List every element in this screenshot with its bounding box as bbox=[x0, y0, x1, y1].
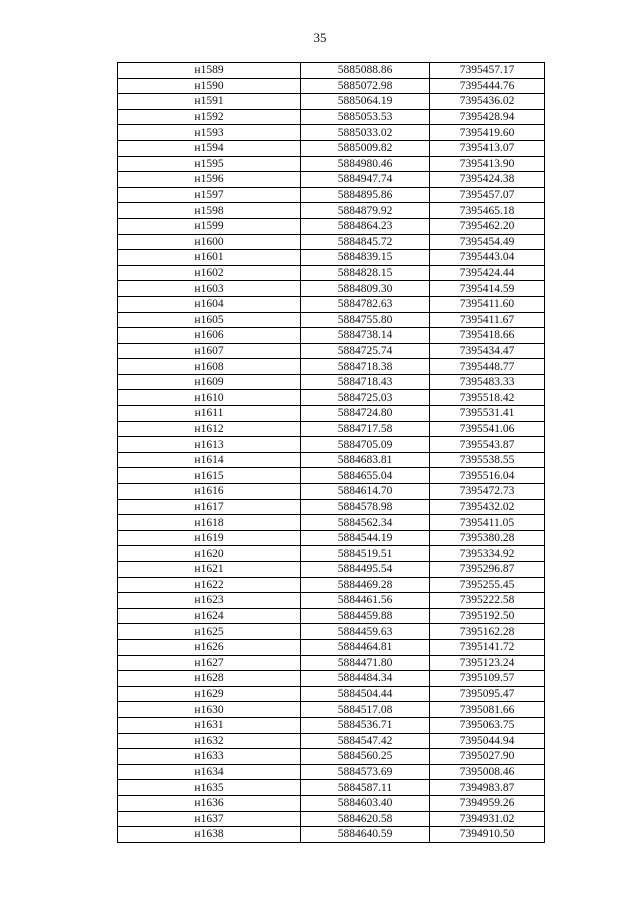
y-coordinate-cell: 7395414.59 bbox=[430, 281, 545, 297]
x-coordinate-cell: 5884879.92 bbox=[301, 203, 430, 219]
y-coordinate-cell: 7395432.02 bbox=[430, 499, 545, 515]
y-coordinate-cell: 7395123.24 bbox=[430, 655, 545, 671]
y-coordinate-cell: 7395457.17 bbox=[430, 63, 545, 79]
y-coordinate-cell: 7395424.38 bbox=[430, 172, 545, 188]
y-coordinate-cell: 7395454.49 bbox=[430, 234, 545, 250]
table-row bbox=[118, 515, 545, 531]
y-coordinate-cell: 7395141.72 bbox=[430, 639, 545, 655]
table-row bbox=[118, 187, 545, 203]
table-row bbox=[118, 608, 545, 624]
y-coordinate-cell: 7395081.66 bbox=[430, 702, 545, 718]
x-coordinate-cell: 5884809.30 bbox=[301, 281, 430, 297]
point-id-cell: н1619 bbox=[118, 530, 301, 546]
y-coordinate-cell: 7395538.55 bbox=[430, 452, 545, 468]
x-coordinate-cell: 5884461.56 bbox=[301, 593, 430, 609]
point-id-cell: н1599 bbox=[118, 218, 301, 234]
y-coordinate-cell: 7395411.60 bbox=[430, 296, 545, 312]
x-coordinate-cell: 5884459.63 bbox=[301, 624, 430, 640]
table-row bbox=[118, 296, 545, 312]
x-coordinate-cell: 5884845.72 bbox=[301, 234, 430, 250]
y-coordinate-cell: 7394983.87 bbox=[430, 780, 545, 796]
point-id-cell: н1618 bbox=[118, 515, 301, 531]
x-coordinate-cell: 5884640.59 bbox=[301, 827, 430, 843]
y-coordinate-cell: 7395465.18 bbox=[430, 203, 545, 219]
table-row bbox=[118, 156, 545, 172]
x-coordinate-cell: 5884495.54 bbox=[301, 562, 430, 578]
table-row bbox=[118, 530, 545, 546]
point-id-cell: н1631 bbox=[118, 717, 301, 733]
x-coordinate-cell: 5885064.19 bbox=[301, 94, 430, 110]
table-row bbox=[118, 94, 545, 110]
x-coordinate-cell: 5885053.53 bbox=[301, 109, 430, 125]
point-id-cell: н1615 bbox=[118, 468, 301, 484]
point-id-cell: н1623 bbox=[118, 593, 301, 609]
table-row bbox=[118, 686, 545, 702]
x-coordinate-cell: 5884980.46 bbox=[301, 156, 430, 172]
point-id-cell: н1593 bbox=[118, 125, 301, 141]
table-row bbox=[118, 795, 545, 811]
point-id-cell: н1610 bbox=[118, 390, 301, 406]
x-coordinate-cell: 5884464.81 bbox=[301, 639, 430, 655]
x-coordinate-cell: 5884471.80 bbox=[301, 655, 430, 671]
x-coordinate-cell: 5884782.63 bbox=[301, 296, 430, 312]
y-coordinate-cell: 7395483.33 bbox=[430, 374, 545, 390]
x-coordinate-cell: 5884469.28 bbox=[301, 577, 430, 593]
table-row bbox=[118, 749, 545, 765]
y-coordinate-cell: 7395457.07 bbox=[430, 187, 545, 203]
y-coordinate-cell: 7395419.60 bbox=[430, 125, 545, 141]
x-coordinate-cell: 5885033.02 bbox=[301, 125, 430, 141]
table-row bbox=[118, 702, 545, 718]
y-coordinate-cell: 7394910.50 bbox=[430, 827, 545, 843]
point-id-cell: н1635 bbox=[118, 780, 301, 796]
x-coordinate-cell: 5884459.88 bbox=[301, 608, 430, 624]
table-row bbox=[118, 593, 545, 609]
table-row bbox=[118, 359, 545, 375]
x-coordinate-cell: 5884655.04 bbox=[301, 468, 430, 484]
x-coordinate-cell: 5885072.98 bbox=[301, 78, 430, 94]
point-id-cell: н1633 bbox=[118, 749, 301, 765]
y-coordinate-cell: 7395436.02 bbox=[430, 94, 545, 110]
x-coordinate-cell: 5884718.43 bbox=[301, 374, 430, 390]
point-id-cell: н1597 bbox=[118, 187, 301, 203]
x-coordinate-cell: 5884536.71 bbox=[301, 717, 430, 733]
table-row bbox=[118, 780, 545, 796]
y-coordinate-cell: 7395424.44 bbox=[430, 265, 545, 281]
point-id-cell: н1608 bbox=[118, 359, 301, 375]
point-id-cell: н1616 bbox=[118, 484, 301, 500]
point-id-cell: н1611 bbox=[118, 406, 301, 422]
x-coordinate-cell: 5884484.34 bbox=[301, 671, 430, 687]
table-row bbox=[118, 671, 545, 687]
y-coordinate-cell: 7395255.45 bbox=[430, 577, 545, 593]
table-row bbox=[118, 827, 545, 843]
table-row bbox=[118, 265, 545, 281]
x-coordinate-cell: 5885088.86 bbox=[301, 63, 430, 79]
table-row bbox=[118, 63, 545, 79]
table-row bbox=[118, 234, 545, 250]
point-id-cell: н1600 bbox=[118, 234, 301, 250]
point-id-cell: н1627 bbox=[118, 655, 301, 671]
point-id-cell: н1614 bbox=[118, 452, 301, 468]
y-coordinate-cell: 7395162.28 bbox=[430, 624, 545, 640]
table-row bbox=[118, 499, 545, 515]
y-coordinate-cell: 7395222.58 bbox=[430, 593, 545, 609]
coordinates-table bbox=[117, 62, 545, 843]
x-coordinate-cell: 5884620.58 bbox=[301, 811, 430, 827]
point-id-cell: н1589 bbox=[118, 63, 301, 79]
table-row bbox=[118, 811, 545, 827]
x-coordinate-cell: 5884947.74 bbox=[301, 172, 430, 188]
point-id-cell: н1636 bbox=[118, 795, 301, 811]
x-coordinate-cell: 5884547.42 bbox=[301, 733, 430, 749]
y-coordinate-cell: 7394931.02 bbox=[430, 811, 545, 827]
point-id-cell: н1605 bbox=[118, 312, 301, 328]
x-coordinate-cell: 5884562.34 bbox=[301, 515, 430, 531]
point-id-cell: н1630 bbox=[118, 702, 301, 718]
table-row bbox=[118, 406, 545, 422]
x-coordinate-cell: 5884864.23 bbox=[301, 218, 430, 234]
point-id-cell: н1603 bbox=[118, 281, 301, 297]
y-coordinate-cell: 7395541.06 bbox=[430, 421, 545, 437]
point-id-cell: н1590 bbox=[118, 78, 301, 94]
x-coordinate-cell: 5884828.15 bbox=[301, 265, 430, 281]
y-coordinate-cell: 7395095.47 bbox=[430, 686, 545, 702]
table-row bbox=[118, 484, 545, 500]
table-row bbox=[118, 733, 545, 749]
x-coordinate-cell: 5885009.82 bbox=[301, 140, 430, 156]
point-id-cell: н1612 bbox=[118, 421, 301, 437]
x-coordinate-cell: 5884839.15 bbox=[301, 250, 430, 266]
point-id-cell: н1638 bbox=[118, 827, 301, 843]
table-row bbox=[118, 639, 545, 655]
point-id-cell: н1598 bbox=[118, 203, 301, 219]
y-coordinate-cell: 7395063.75 bbox=[430, 717, 545, 733]
x-coordinate-cell: 5884614.70 bbox=[301, 484, 430, 500]
x-coordinate-cell: 5884683.81 bbox=[301, 452, 430, 468]
point-id-cell: н1621 bbox=[118, 562, 301, 578]
coordinates-table-body bbox=[118, 63, 545, 843]
point-id-cell: н1594 bbox=[118, 140, 301, 156]
y-coordinate-cell: 7395380.28 bbox=[430, 530, 545, 546]
y-coordinate-cell: 7395411.67 bbox=[430, 312, 545, 328]
table-row bbox=[118, 624, 545, 640]
point-id-cell: н1596 bbox=[118, 172, 301, 188]
x-coordinate-cell: 5884578.98 bbox=[301, 499, 430, 515]
table-row bbox=[118, 421, 545, 437]
x-coordinate-cell: 5884705.09 bbox=[301, 437, 430, 453]
table-row bbox=[118, 577, 545, 593]
y-coordinate-cell: 7395008.46 bbox=[430, 764, 545, 780]
y-coordinate-cell: 7395443.04 bbox=[430, 250, 545, 266]
x-coordinate-cell: 5884587.11 bbox=[301, 780, 430, 796]
point-id-cell: н1609 bbox=[118, 374, 301, 390]
table-row bbox=[118, 343, 545, 359]
y-coordinate-cell: 7394959.26 bbox=[430, 795, 545, 811]
point-id-cell: н1592 bbox=[118, 109, 301, 125]
table-row bbox=[118, 125, 545, 141]
point-id-cell: н1617 bbox=[118, 499, 301, 515]
x-coordinate-cell: 5884517.08 bbox=[301, 702, 430, 718]
x-coordinate-cell: 5884603.40 bbox=[301, 795, 430, 811]
x-coordinate-cell: 5884573.69 bbox=[301, 764, 430, 780]
point-id-cell: н1620 bbox=[118, 546, 301, 562]
table-row bbox=[118, 328, 545, 344]
y-coordinate-cell: 7395334.92 bbox=[430, 546, 545, 562]
point-id-cell: н1624 bbox=[118, 608, 301, 624]
table-row bbox=[118, 764, 545, 780]
x-coordinate-cell: 5884560.25 bbox=[301, 749, 430, 765]
table-row bbox=[118, 250, 545, 266]
point-id-cell: н1628 bbox=[118, 671, 301, 687]
x-coordinate-cell: 5884724.80 bbox=[301, 406, 430, 422]
table-row bbox=[118, 172, 545, 188]
x-coordinate-cell: 5884718.38 bbox=[301, 359, 430, 375]
table-row bbox=[118, 390, 545, 406]
x-coordinate-cell: 5884544.19 bbox=[301, 530, 430, 546]
y-coordinate-cell: 7395428.94 bbox=[430, 109, 545, 125]
y-coordinate-cell: 7395543.87 bbox=[430, 437, 545, 453]
x-coordinate-cell: 5884738.14 bbox=[301, 328, 430, 344]
table-row bbox=[118, 281, 545, 297]
table-row bbox=[118, 452, 545, 468]
x-coordinate-cell: 5884895.86 bbox=[301, 187, 430, 203]
y-coordinate-cell: 7395518.42 bbox=[430, 390, 545, 406]
y-coordinate-cell: 7395411.05 bbox=[430, 515, 545, 531]
point-id-cell: н1625 bbox=[118, 624, 301, 640]
table-row bbox=[118, 717, 545, 733]
y-coordinate-cell: 7395531.41 bbox=[430, 406, 545, 422]
y-coordinate-cell: 7395472.73 bbox=[430, 484, 545, 500]
y-coordinate-cell: 7395448.77 bbox=[430, 359, 545, 375]
table-row bbox=[118, 140, 545, 156]
y-coordinate-cell: 7395109.57 bbox=[430, 671, 545, 687]
point-id-cell: н1602 bbox=[118, 265, 301, 281]
table-row bbox=[118, 546, 545, 562]
table-row bbox=[118, 374, 545, 390]
y-coordinate-cell: 7395044.94 bbox=[430, 733, 545, 749]
table-row bbox=[118, 203, 545, 219]
y-coordinate-cell: 7395413.07 bbox=[430, 140, 545, 156]
y-coordinate-cell: 7395296.87 bbox=[430, 562, 545, 578]
table-row bbox=[118, 218, 545, 234]
point-id-cell: н1632 bbox=[118, 733, 301, 749]
y-coordinate-cell: 7395462.20 bbox=[430, 218, 545, 234]
y-coordinate-cell: 7395192.50 bbox=[430, 608, 545, 624]
point-id-cell: н1626 bbox=[118, 639, 301, 655]
table-row bbox=[118, 437, 545, 453]
x-coordinate-cell: 5884725.74 bbox=[301, 343, 430, 359]
y-coordinate-cell: 7395413.90 bbox=[430, 156, 545, 172]
table-row bbox=[118, 562, 545, 578]
point-id-cell: н1591 bbox=[118, 94, 301, 110]
table-row bbox=[118, 312, 545, 328]
x-coordinate-cell: 5884504.44 bbox=[301, 686, 430, 702]
point-id-cell: н1637 bbox=[118, 811, 301, 827]
point-id-cell: н1613 bbox=[118, 437, 301, 453]
x-coordinate-cell: 5884725.03 bbox=[301, 390, 430, 406]
point-id-cell: н1629 bbox=[118, 686, 301, 702]
y-coordinate-cell: 7395516.04 bbox=[430, 468, 545, 484]
y-coordinate-cell: 7395444.76 bbox=[430, 78, 545, 94]
y-coordinate-cell: 7395418.66 bbox=[430, 328, 545, 344]
y-coordinate-cell: 7395434.47 bbox=[430, 343, 545, 359]
table-row bbox=[118, 109, 545, 125]
x-coordinate-cell: 5884755.80 bbox=[301, 312, 430, 328]
table-row bbox=[118, 78, 545, 94]
table-row bbox=[118, 655, 545, 671]
x-coordinate-cell: 5884519.51 bbox=[301, 546, 430, 562]
point-id-cell: н1604 bbox=[118, 296, 301, 312]
point-id-cell: н1606 bbox=[118, 328, 301, 344]
point-id-cell: н1634 bbox=[118, 764, 301, 780]
point-id-cell: н1601 bbox=[118, 250, 301, 266]
point-id-cell: н1607 bbox=[118, 343, 301, 359]
x-coordinate-cell: 5884717.58 bbox=[301, 421, 430, 437]
table-row bbox=[118, 468, 545, 484]
point-id-cell: н1595 bbox=[118, 156, 301, 172]
point-id-cell: н1622 bbox=[118, 577, 301, 593]
y-coordinate-cell: 7395027.90 bbox=[430, 749, 545, 765]
page-number: 35 bbox=[313, 30, 327, 45]
